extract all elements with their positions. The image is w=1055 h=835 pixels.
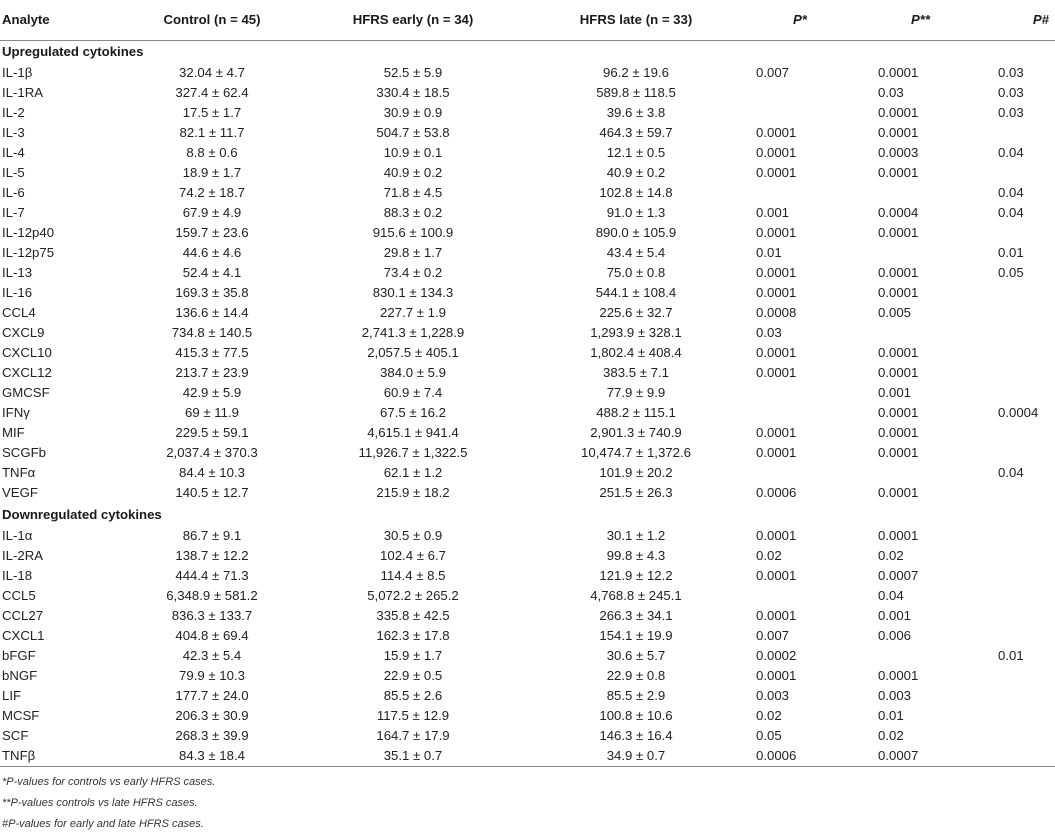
hfrs-early-cell: 384.0 ± 5.9 <box>380 365 446 380</box>
p-star-cell: 0.05 <box>756 728 782 743</box>
control-cell: 404.8 ± 69.4 <box>175 628 249 643</box>
p-double-star-cell: 0.0004 <box>878 205 919 220</box>
control-cell: 136.6 ± 14.4 <box>175 305 249 320</box>
control-cell: 140.5 ± 12.7 <box>175 485 249 500</box>
p-double-star-cell: 0.01 <box>878 708 904 723</box>
table-row <box>0 323 1055 343</box>
p-double-star-cell: 0.0007 <box>878 568 919 583</box>
table-row <box>0 726 1055 746</box>
p-double-star-cell: 0.0001 <box>878 265 919 280</box>
hfrs-early-cell: 40.9 ± 0.2 <box>383 165 443 180</box>
p-double-star-cell: 0.003 <box>878 688 912 703</box>
p-double-star-cell: 0.005 <box>878 305 912 320</box>
header-p-hash <box>988 0 1055 40</box>
p-double-star-cell: 0.0001 <box>878 668 919 683</box>
control-cell: 84.3 ± 18.4 <box>122 746 302 767</box>
p-star-cell: 0.0001 <box>756 225 797 240</box>
p-hash-cell <box>988 123 1055 143</box>
table-row <box>0 546 1055 566</box>
p-double-star-cell: 0.0001 <box>878 485 919 500</box>
hfrs-late-cell: 488.2 ± 115.1 <box>596 405 676 420</box>
section-header-row <box>0 40 1055 63</box>
hfrs-late-cell: 77.9 ± 9.9 <box>606 385 666 400</box>
p-star-cell: 0.02 <box>756 708 782 723</box>
p-double-star-cell: 0.0001 <box>878 365 919 380</box>
p-star-cell: 0.0001 <box>756 668 797 683</box>
hfrs-early-cell: 35.1 ± 0.7 <box>302 746 524 767</box>
p-double-star-cell: 0.0001 <box>878 285 919 300</box>
p-star-cell <box>748 103 868 123</box>
p-star-cell: 0.0001 <box>756 445 797 460</box>
p-hash-cell <box>988 323 1055 343</box>
hfrs-early-cell: 915.6 ± 100.9 <box>372 225 454 240</box>
analyte-cell: CXCL9 <box>2 325 45 340</box>
p-hash-cell <box>988 303 1055 323</box>
control-cell: 82.1 ± 11.7 <box>179 125 245 140</box>
p-hash-cell <box>988 686 1055 706</box>
hfrs-early-cell: 227.7 ± 1.9 <box>380 305 446 320</box>
p-double-star-cell <box>868 243 988 263</box>
analyte-cell: IL-6 <box>2 185 25 200</box>
table-row <box>0 443 1055 463</box>
hfrs-late-cell: 1,802.4 ± 408.4 <box>590 345 682 360</box>
table-row <box>0 63 1055 83</box>
hfrs-early-cell: 85.5 ± 2.6 <box>383 688 443 703</box>
analyte-cell: IL-3 <box>2 125 25 140</box>
table-row <box>0 183 1055 203</box>
analyte-cell: IL-1β <box>2 65 33 80</box>
section-header-row <box>0 503 1055 526</box>
hfrs-early-cell: 215.9 ± 18.2 <box>376 485 450 500</box>
hfrs-late-cell: 99.8 ± 4.3 <box>606 548 666 563</box>
header-p-double-star-label: P** <box>911 12 931 28</box>
hfrs-early-cell: 102.4 ± 6.7 <box>380 548 446 563</box>
hfrs-early-cell: 30.9 ± 0.9 <box>383 105 443 120</box>
p-hash-cell <box>988 163 1055 183</box>
p-hash-cell <box>988 443 1055 463</box>
p-hash-cell <box>988 626 1055 646</box>
analyte-cell: IL-2 <box>2 105 25 120</box>
analyte-cell: SCGFb <box>2 445 46 460</box>
p-star-cell: 0.0001 <box>756 165 797 180</box>
analyte-cell: CXCL1 <box>2 628 45 643</box>
p-hash-cell: 0.0004 <box>998 405 1039 420</box>
p-double-star-cell: 0.04 <box>878 588 904 603</box>
p-hash-cell: 0.03 <box>998 85 1024 100</box>
footnote-p-hash: #P-values for early and late HFRS cases. <box>2 818 204 830</box>
analyte-cell: IL-7 <box>2 205 25 220</box>
hfrs-late-cell: 4,768.8 ± 245.1 <box>590 588 682 603</box>
p-star-cell: 0.0001 <box>756 608 797 623</box>
control-cell: 229.5 ± 59.1 <box>175 425 249 440</box>
p-star-cell: 0.0001 <box>756 425 797 440</box>
p-star-cell: 0.0006 <box>748 746 868 767</box>
table-row <box>0 403 1055 423</box>
hfrs-late-cell: 100.8 ± 10.6 <box>599 708 673 723</box>
table-row <box>0 666 1055 686</box>
footnotes <box>0 772 1055 835</box>
table-row <box>0 526 1055 546</box>
analyte-cell: VEGF <box>2 485 38 500</box>
hfrs-early-cell: 11,926.7 ± 1,322.5 <box>358 445 468 460</box>
analyte-cell: bNGF <box>2 668 38 683</box>
hfrs-late-cell: 85.5 ± 2.9 <box>606 688 666 703</box>
control-cell: 79.9 ± 10.3 <box>179 668 245 683</box>
table-row <box>0 706 1055 726</box>
p-hash-cell: 0.01 <box>998 648 1024 663</box>
analyte-cell: IL-12p40 <box>2 225 55 240</box>
header-p-star <box>748 0 868 40</box>
hfrs-late-cell: 30.6 ± 5.7 <box>606 648 666 663</box>
control-cell: 6,348.9 ± 581.2 <box>166 588 258 603</box>
p-double-star-cell: 0.02 <box>878 548 904 563</box>
hfrs-early-cell: 164.7 ± 17.9 <box>376 728 450 743</box>
control-cell: 42.3 ± 5.4 <box>182 648 242 663</box>
table-row <box>0 686 1055 706</box>
p-double-star-cell: 0.03 <box>878 85 904 100</box>
p-hash-cell: 0.04 <box>998 145 1024 160</box>
table-row <box>0 163 1055 183</box>
table-row <box>0 586 1055 606</box>
analyte-cell: TNFβ <box>0 746 122 767</box>
p-star-cell <box>748 463 868 483</box>
p-hash-cell <box>988 746 1055 767</box>
control-cell: 268.3 ± 39.9 <box>175 728 249 743</box>
hfrs-late-cell: 101.9 ± 20.2 <box>599 465 673 480</box>
hfrs-late-cell: 91.0 ± 1.3 <box>606 205 666 220</box>
hfrs-late-cell: 30.1 ± 1.2 <box>606 528 666 543</box>
hfrs-late-cell: 2,901.3 ± 740.9 <box>590 425 682 440</box>
p-star-cell: 0.0001 <box>756 265 797 280</box>
header-early-label: HFRS early <box>352 12 424 28</box>
p-star-cell: 0.0001 <box>756 528 797 543</box>
header-early-n: (n = 34) <box>426 12 474 28</box>
section-title: Upregulated cytokines <box>2 43 144 59</box>
control-cell: 2,037.4 ± 370.3 <box>166 445 258 460</box>
hfrs-late-cell: 121.9 ± 12.2 <box>599 568 673 583</box>
table-row <box>0 83 1055 103</box>
p-hash-cell <box>988 343 1055 363</box>
control-cell: 17.5 ± 1.7 <box>182 105 242 120</box>
hfrs-early-cell: 67.5 ± 16.2 <box>380 405 446 420</box>
p-double-star-cell: 0.0001 <box>878 405 919 420</box>
control-cell: 44.6 ± 4.6 <box>182 245 242 260</box>
header-p-hash-label: P# <box>1032 12 1049 28</box>
analyte-cell: IL-4 <box>2 145 25 160</box>
p-double-star-cell: 0.0001 <box>878 528 919 543</box>
table-row <box>0 223 1055 243</box>
p-hash-cell: 0.04 <box>998 465 1024 480</box>
control-cell: 69 ± 11.9 <box>185 405 239 420</box>
hfrs-late-cell: 10,474.7 ± 1,372.6 <box>581 445 691 460</box>
p-double-star-cell: 0.02 <box>878 728 904 743</box>
header-control-n: (n = 45) <box>214 12 261 28</box>
hfrs-late-cell: 383.5 ± 7.1 <box>603 365 669 380</box>
p-star-cell <box>748 383 868 403</box>
hfrs-late-cell: 40.9 ± 0.2 <box>606 165 666 180</box>
p-star-cell: 0.0002 <box>756 648 797 663</box>
analyte-cell: IL-1α <box>2 528 33 543</box>
table-row <box>0 383 1055 403</box>
table-row <box>0 423 1055 443</box>
hfrs-early-cell: 2,057.5 ± 405.1 <box>367 345 459 360</box>
control-cell: 206.3 ± 30.9 <box>175 708 249 723</box>
analyte-cell: IL-13 <box>2 265 33 280</box>
table-row <box>0 626 1055 646</box>
p-star-cell <box>748 83 868 103</box>
hfrs-early-cell: 162.3 ± 17.8 <box>376 628 450 643</box>
control-cell: 86.7 ± 9.1 <box>182 528 242 543</box>
control-cell: 177.7 ± 24.0 <box>175 688 249 703</box>
p-hash-cell <box>988 566 1055 586</box>
p-double-star-cell <box>868 323 988 343</box>
p-star-cell: 0.007 <box>756 628 790 643</box>
p-hash-cell: 0.04 <box>998 185 1024 200</box>
table-row <box>0 363 1055 383</box>
p-double-star-cell: 0.0001 <box>878 425 919 440</box>
p-double-star-cell: 0.0001 <box>878 65 919 80</box>
analyte-cell: bFGF <box>2 648 36 663</box>
table-row <box>0 143 1055 163</box>
header-hfrs-late <box>524 0 748 40</box>
p-star-cell: 0.007 <box>756 65 790 80</box>
p-hash-cell <box>988 223 1055 243</box>
hfrs-late-cell: 34.9 ± 0.7 <box>524 746 748 767</box>
hfrs-early-cell: 10.9 ± 0.1 <box>383 145 443 160</box>
p-double-star-cell <box>868 646 988 666</box>
p-star-cell: 0.0001 <box>756 365 797 380</box>
p-hash-cell: 0.03 <box>998 65 1024 80</box>
hfrs-early-cell: 504.7 ± 53.8 <box>376 125 450 140</box>
hfrs-early-cell: 330.4 ± 18.5 <box>376 85 450 100</box>
p-hash-cell <box>988 606 1055 626</box>
p-star-cell: 0.001 <box>756 205 790 220</box>
analyte-cell: SCF <box>2 728 29 743</box>
analyte-cell: IL-2RA <box>2 548 44 563</box>
table-row <box>0 646 1055 666</box>
hfrs-late-cell: 102.8 ± 14.8 <box>599 185 673 200</box>
analyte-cell: MCSF <box>2 708 40 723</box>
p-hash-cell <box>988 706 1055 726</box>
p-double-star-cell <box>868 463 988 483</box>
hfrs-early-cell: 62.1 ± 1.2 <box>383 465 443 480</box>
analyte-cell: CXCL10 <box>2 345 52 360</box>
hfrs-late-cell: 251.5 ± 26.3 <box>599 485 673 500</box>
p-hash-cell <box>988 483 1055 503</box>
table-row <box>0 303 1055 323</box>
p-double-star-cell: 0.0001 <box>878 165 919 180</box>
analyte-cell: IFNγ <box>2 405 30 420</box>
p-double-star-cell: 0.0001 <box>878 345 919 360</box>
p-star-cell: 0.0001 <box>756 568 797 583</box>
control-cell: 138.7 ± 12.2 <box>175 548 249 563</box>
analyte-cell: CCL27 <box>2 608 44 623</box>
p-hash-cell <box>988 586 1055 606</box>
p-double-star-cell: 0.006 <box>878 628 912 643</box>
hfrs-late-cell: 544.1 ± 108.4 <box>595 285 677 300</box>
hfrs-late-cell: 22.9 ± 0.8 <box>606 668 666 683</box>
p-double-star-cell: 0.001 <box>878 608 912 623</box>
table-row <box>0 283 1055 303</box>
hfrs-early-cell: 15.9 ± 1.7 <box>383 648 443 663</box>
footnote-p-double-star: **P-values controls vs late HFRS cases. <box>2 797 198 809</box>
table-row <box>0 463 1055 483</box>
p-star-cell <box>748 183 868 203</box>
hfrs-early-cell: 2,741.3 ± 1,228.9 <box>361 325 465 340</box>
p-star-cell: 0.0001 <box>756 145 797 160</box>
table-row <box>0 263 1055 283</box>
p-star-cell: 0.0008 <box>756 305 797 320</box>
control-cell: 169.3 ± 35.8 <box>175 285 249 300</box>
table-row <box>0 243 1055 263</box>
hfrs-early-cell: 335.8 ± 42.5 <box>376 608 450 623</box>
control-cell: 415.3 ± 77.5 <box>175 345 249 360</box>
p-hash-cell <box>988 546 1055 566</box>
hfrs-late-cell: 146.3 ± 16.4 <box>599 728 673 743</box>
p-double-star-cell: 0.0003 <box>878 145 919 160</box>
p-star-cell: 0.02 <box>756 548 782 563</box>
control-cell: 32.04 ± 4.7 <box>179 65 245 80</box>
table-row <box>0 483 1055 503</box>
control-cell: 213.7 ± 23.9 <box>175 365 249 380</box>
p-double-star-cell: 0.0001 <box>878 445 919 460</box>
table-row <box>0 103 1055 123</box>
p-hash-cell: 0.01 <box>998 245 1024 260</box>
table-row <box>0 606 1055 626</box>
hfrs-late-cell: 589.8 ± 118.5 <box>596 85 676 100</box>
analyte-cell: LIF <box>2 688 22 703</box>
control-cell: 42.9 ± 5.9 <box>182 385 242 400</box>
hfrs-early-cell: 30.5 ± 0.9 <box>383 528 443 543</box>
hfrs-early-cell: 29.8 ± 1.7 <box>383 245 443 260</box>
hfrs-late-cell: 266.3 ± 34.1 <box>599 608 673 623</box>
table-row <box>0 746 1055 767</box>
p-star-cell: 0.0001 <box>756 345 797 360</box>
control-cell: 444.4 ± 71.3 <box>175 568 249 583</box>
hfrs-late-cell: 12.1 ± 0.5 <box>606 145 666 160</box>
hfrs-late-cell: 890.0 ± 105.9 <box>595 225 677 240</box>
p-double-star-cell: 0.0007 <box>868 746 988 767</box>
hfrs-late-cell: 464.3 ± 59.7 <box>599 125 673 140</box>
hfrs-early-cell: 5,072.2 ± 265.2 <box>367 588 459 603</box>
p-star-cell: 0.01 <box>756 245 782 260</box>
hfrs-late-cell: 154.1 ± 19.9 <box>599 628 673 643</box>
p-star-cell: 0.03 <box>756 325 782 340</box>
control-cell: 18.9 ± 1.7 <box>182 165 242 180</box>
p-double-star-cell: 0.0001 <box>878 105 919 120</box>
hfrs-early-cell: 117.5 ± 12.9 <box>376 708 450 723</box>
analyte-cell: MIF <box>2 425 25 440</box>
hfrs-late-cell: 1,293.9 ± 328.1 <box>590 325 682 340</box>
p-hash-cell <box>988 283 1055 303</box>
hfrs-early-cell: 73.4 ± 0.2 <box>383 265 443 280</box>
p-star-cell <box>748 586 868 606</box>
analyte-cell: TNFα <box>2 465 36 480</box>
section-title: Downregulated cytokines <box>2 506 162 522</box>
control-cell: 734.8 ± 140.5 <box>171 325 253 340</box>
header-late-label: HFRS late <box>579 12 643 28</box>
p-star-cell: 0.003 <box>756 688 790 703</box>
hfrs-late-cell: 96.2 ± 19.6 <box>603 65 669 80</box>
hfrs-early-cell: 830.1 ± 134.3 <box>372 285 454 300</box>
hfrs-early-cell: 114.4 ± 8.5 <box>380 568 446 583</box>
header-p-double-star <box>868 0 988 40</box>
analyte-cell: IL-16 <box>2 285 33 300</box>
analyte-cell: CCL5 <box>2 588 36 603</box>
hfrs-late-cell: 225.6 ± 32.7 <box>599 305 673 320</box>
control-cell: 74.2 ± 18.7 <box>179 185 245 200</box>
p-double-star-cell: 0.0001 <box>878 225 919 240</box>
p-hash-cell <box>988 363 1055 383</box>
analyte-cell: IL-5 <box>2 165 25 180</box>
footnote-p-star: *P-values for controls vs early HFRS cases. <box>2 776 216 788</box>
control-cell: 159.7 ± 23.6 <box>175 225 249 240</box>
analyte-cell: IL-1RA <box>2 85 44 100</box>
table-body <box>0 40 1055 767</box>
control-cell: 52.4 ± 4.1 <box>182 265 242 280</box>
hfrs-late-cell: 43.4 ± 5.4 <box>606 245 666 260</box>
header-p-star-label: P* <box>793 12 807 28</box>
analyte-cell: GMCSF <box>2 385 50 400</box>
header-late-n: (n = 33) <box>645 12 693 28</box>
analyte-cell: IL-12p75 <box>2 245 55 260</box>
p-star-cell <box>748 403 868 423</box>
p-hash-cell <box>988 666 1055 686</box>
p-hash-cell <box>988 423 1055 443</box>
p-double-star-cell: 0.001 <box>878 385 912 400</box>
table-row <box>0 123 1055 143</box>
table-row <box>0 343 1055 363</box>
control-cell: 67.9 ± 4.9 <box>182 205 242 220</box>
control-cell: 84.4 ± 10.3 <box>179 465 245 480</box>
header-hfrs-early <box>302 0 524 40</box>
analyte-cell: CCL4 <box>2 305 36 320</box>
p-hash-cell <box>988 383 1055 403</box>
p-star-cell: 0.0001 <box>756 125 797 140</box>
p-hash-cell <box>988 526 1055 546</box>
hfrs-late-cell: 75.0 ± 0.8 <box>606 265 666 280</box>
analyte-cell: CXCL12 <box>2 365 52 380</box>
p-hash-cell: 0.03 <box>998 105 1024 120</box>
p-star-cell: 0.0001 <box>756 285 797 300</box>
header-control <box>122 0 302 40</box>
analyte-cell: IL-18 <box>2 568 33 583</box>
header-analyte: Analyte <box>0 0 122 40</box>
table-header-row <box>0 0 1055 40</box>
table-row <box>0 203 1055 223</box>
control-cell: 327.4 ± 62.4 <box>175 85 249 100</box>
control-cell: 836.3 ± 133.7 <box>171 608 253 623</box>
table-row <box>0 566 1055 586</box>
hfrs-early-cell: 60.9 ± 7.4 <box>383 385 443 400</box>
p-hash-cell: 0.05 <box>998 265 1024 280</box>
hfrs-early-cell: 4,615.1 ± 941.4 <box>367 425 459 440</box>
hfrs-early-cell: 71.8 ± 4.5 <box>383 185 443 200</box>
hfrs-early-cell: 88.3 ± 0.2 <box>383 205 443 220</box>
p-double-star-cell: 0.0001 <box>878 125 919 140</box>
header-control-label: Control <box>163 12 211 28</box>
hfrs-early-cell: 22.9 ± 0.5 <box>383 668 443 683</box>
p-double-star-cell <box>868 183 988 203</box>
hfrs-early-cell: 52.5 ± 5.9 <box>383 65 443 80</box>
control-cell: 8.8 ± 0.6 <box>186 145 238 160</box>
hfrs-late-cell: 39.6 ± 3.8 <box>606 105 666 120</box>
p-hash-cell: 0.04 <box>998 205 1024 220</box>
p-star-cell: 0.0006 <box>756 485 797 500</box>
p-hash-cell <box>988 726 1055 746</box>
